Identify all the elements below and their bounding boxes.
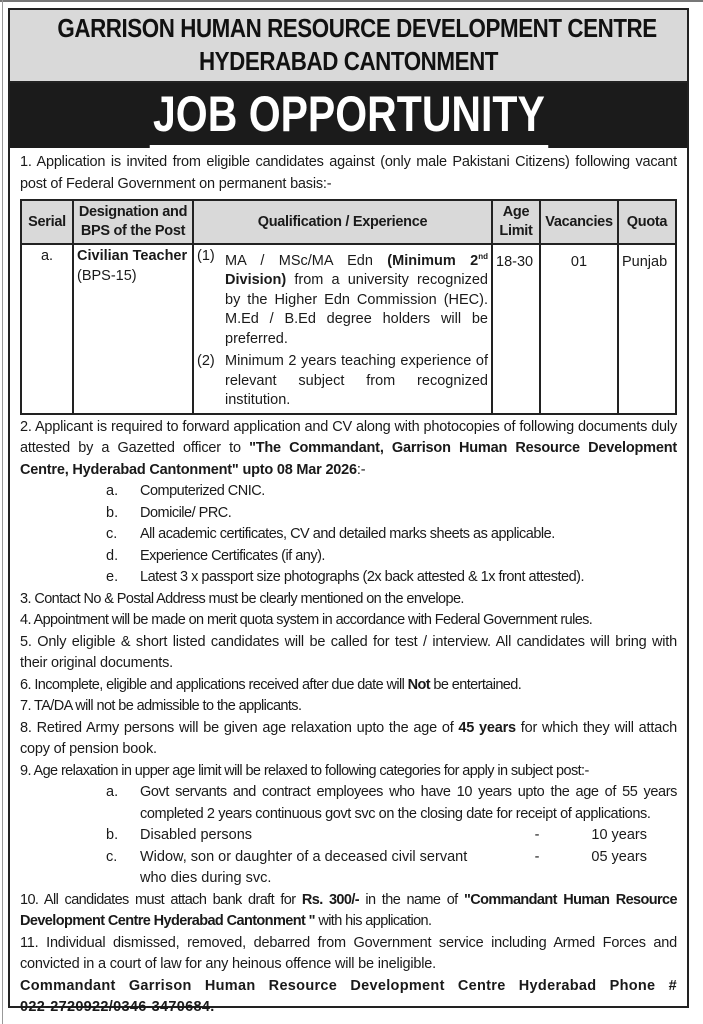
footer-word: Hyderabad — [518, 977, 597, 994]
list-dash: - — [534, 827, 540, 844]
emphasis-not: Not — [407, 676, 430, 693]
qualification-degrees: MA / MSc/MA Edn — [225, 252, 388, 269]
cell-serial: a. — [21, 244, 73, 414]
paragraph-10 — [20, 890, 677, 933]
superscript-nd: nd — [478, 252, 488, 261]
list-label: b. — [106, 504, 119, 521]
paragraph-10-mid: in the name of — [359, 891, 464, 908]
list-text: Computerized CNIC. — [140, 483, 265, 500]
banner-title: JOB OPPORTUNITY — [149, 83, 547, 148]
age-relaxation-value: 45 years — [458, 719, 516, 736]
list-text-block — [140, 847, 517, 890]
cell-quota: Punjab — [618, 244, 676, 414]
qualification-text — [225, 247, 488, 349]
list-value: 10 years — [591, 827, 647, 844]
footer-word: Resource — [268, 977, 338, 994]
list-label: b. — [106, 827, 119, 844]
paragraph-6 — [20, 675, 677, 697]
left-border-line — [2, 0, 3, 1024]
footer-word: Garrison — [128, 977, 192, 994]
organization-location: HYDERABAD CANTONMENT — [198, 46, 499, 76]
contact-phone-numbers: 022-2720922/0346-3470684. — [20, 999, 215, 1016]
list-text: Experience Certificates (if any). — [140, 547, 325, 564]
paragraph-2-end: :- — [356, 461, 366, 478]
post-title: Civilian Teacher — [77, 248, 188, 264]
footer-word: Human — [204, 977, 256, 994]
list-item — [20, 503, 677, 525]
col-serial: Serial — [21, 200, 73, 244]
list-item — [20, 524, 677, 546]
paragraph-8-text: 8. Retired Army persons will be given age relaxation upto the age of — [20, 719, 459, 736]
payee-name: "Commandant Human Resource Development Centre Hyderabad Cantonment " — [20, 891, 677, 930]
documents-list — [20, 481, 677, 589]
list-text: Govt servants and contract employees who have 10 years upto the age of 55 years completed 2 years continuous govt svc on the closing date for receipt of applications. — [140, 784, 677, 822]
cell-designation — [73, 244, 193, 414]
col-age-limit: Age Limit — [492, 200, 540, 244]
list-label: a. — [106, 483, 119, 500]
qualification-division-end: Division) — [225, 272, 287, 289]
list-text: Latest 3 x passport size photographs (2x back attested & 1x front attested). — [140, 569, 584, 586]
list-item — [20, 546, 677, 568]
list-text: Disabled persons — [140, 827, 253, 844]
qualification-text: Minimum 2 years teaching experience of relevant subject from recognized institution. — [225, 353, 488, 409]
footer-word: Development — [350, 977, 445, 994]
address-and-deadline: "The Commandant, Garrison Human Resource Development Centre, Hyderabad Cantonment" upto 08 Mar 2026 — [20, 440, 677, 478]
paragraph-1: 1. Application is invited from eligible candidates against (only male Pakistani Citizens) following vacant post of Federal Government on permanent basis:- — [20, 154, 677, 192]
qualification-item — [197, 247, 488, 349]
organization-title: GARRISON HUMAN RESOURCE DEVELOPMENT CENTRE — [57, 13, 657, 43]
vacancy-table — [20, 199, 677, 415]
list-item — [20, 567, 677, 589]
list-text: Widow, son or daughter of a deceased civil servant — [140, 848, 468, 865]
paragraph-11: 11. Individual dismissed, removed, debarred from Government service including Armed Forces and convicted in a court of law for any heinous offence will be ineligible. — [20, 934, 677, 973]
age-relaxation-list — [20, 782, 677, 890]
list-dash: - — [534, 848, 540, 865]
qualification-item — [197, 352, 488, 411]
paragraph-7: 7. TA/DA will not be admissible to the applicants. — [20, 698, 302, 715]
table-row — [21, 244, 676, 414]
job-opportunity-banner — [10, 83, 687, 148]
list-text-continued: who dies during svc. — [140, 870, 272, 887]
top-border-line — [0, 0, 703, 2]
list-label: c. — [106, 848, 118, 865]
fee-amount: Rs. 300/- — [301, 891, 360, 908]
header-box — [10, 10, 687, 83]
list-label: e. — [106, 569, 119, 586]
paragraph-10-end: with his application. — [314, 913, 432, 930]
list-item — [20, 782, 677, 825]
footer-word: # — [668, 977, 677, 994]
footer-word: Centre — [457, 977, 506, 994]
list-text: All academic certificates, CV and detailed marks sheets as applicable. — [140, 526, 555, 543]
advertisement-frame — [8, 8, 689, 1016]
paragraph-6-text: 6. Incomplete, eligible and applications received after due date will — [20, 676, 408, 693]
footer-word: Phone — [609, 977, 656, 994]
advertisement-body — [10, 148, 687, 1019]
qualification-min-division: (Minimum 2 — [387, 252, 479, 269]
qualification-number: (2) — [197, 353, 215, 370]
col-quota: Quota — [618, 200, 676, 244]
list-item — [20, 847, 677, 890]
paragraph-8 — [20, 718, 677, 761]
paragraph-10-text: 10. All candidates must attach bank draft for — [20, 891, 302, 908]
paragraph-3: 3. Contact No & Postal Address must be clearly mentioned on the envelope. — [20, 590, 464, 607]
paragraph-9: 9. Age relaxation in upper age limit will be relaxed to following categories for apply in subject post:- — [20, 762, 589, 779]
footer-word: Commandant — [20, 977, 116, 994]
list-item — [20, 481, 677, 503]
list-label: a. — [106, 784, 119, 801]
col-designation: Designation and BPS of the Post — [73, 200, 193, 244]
cell-age-limit: 18-30 — [492, 244, 540, 414]
paragraph-8-end: for which they will attach copy of pension book. — [20, 719, 677, 758]
qualification-number: (1) — [197, 248, 215, 264]
list-text: Domicile/ PRC. — [140, 504, 232, 521]
footer-line-1 — [20, 976, 677, 998]
col-qualification: Qualification / Experience — [193, 200, 492, 244]
list-label: c. — [106, 526, 118, 543]
paragraph-5: 5. Only eligible & short listed candidates will be called for test / interview. All candidates will bring with their original documents. — [20, 633, 677, 672]
paragraph-6-end: be entertained. — [429, 676, 522, 693]
post-bps: (BPS-15) — [77, 267, 137, 284]
cell-vacancies: 01 — [540, 244, 618, 414]
table-header-row — [21, 200, 676, 244]
list-item — [20, 825, 677, 847]
paragraph-2-text: 2. Applicant is required to forward application and CV along with photocopies of following documents duly attested by a Gazetted officer to — [20, 418, 677, 457]
list-value: 05 years — [591, 848, 647, 865]
paragraph-2 — [20, 417, 677, 482]
paragraph-4: 4. Appointment will be made on merit quota system in accordance with Federal Government rules. — [20, 612, 593, 629]
qualification-details: from a university recognized by the Higher Edn Commission (HEC). M.Ed / B.Ed degree holders will be preferred. — [225, 272, 488, 347]
list-label: d. — [106, 547, 119, 564]
col-vacancies: Vacancies — [540, 200, 618, 244]
contact-footer — [20, 976, 677, 1019]
cell-qualification — [193, 244, 492, 414]
